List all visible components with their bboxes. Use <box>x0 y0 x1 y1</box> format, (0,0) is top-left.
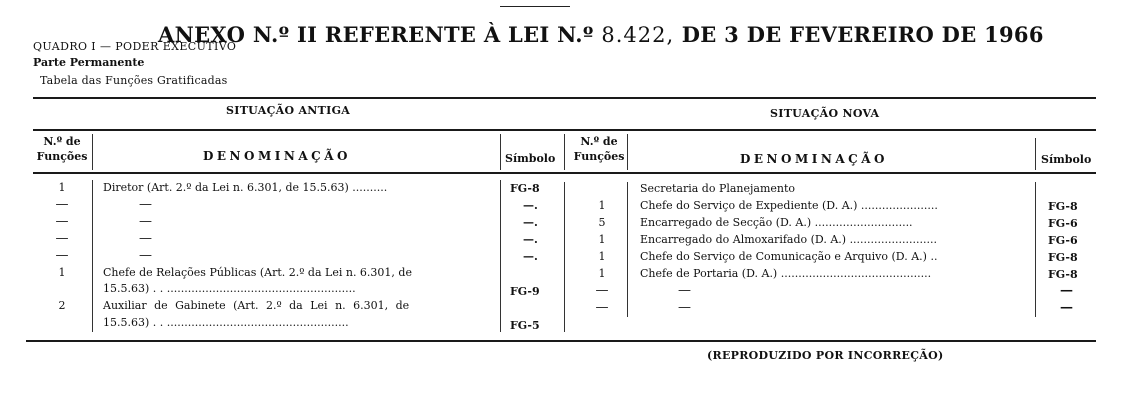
old-row-denom: Auxiliar de Gabinete (Art. 2.º da Lei n. 6.301, de <box>103 299 410 312</box>
new-row-symbol: FG-6 <box>1048 217 1078 230</box>
new-row-num: 5 <box>598 216 606 229</box>
section-rule <box>33 129 1096 131</box>
new-num-header-line2: Funções <box>573 150 625 163</box>
col-sep <box>500 180 501 332</box>
old-symbol-header: Símbolo <box>505 152 556 165</box>
table-top-rule <box>33 97 1096 99</box>
new-row-denom: Encarregado do Almoxarifado (D. A.) ......................... <box>640 233 937 246</box>
old-row-denom: Chefe de Relações Públicas (Art. 2.º da Lei n. 6.301, de <box>103 266 412 279</box>
new-row-num: — <box>595 283 609 298</box>
col-sep <box>92 134 93 170</box>
old-row-num: 1 <box>58 266 66 279</box>
new-row-symbol: FG-8 <box>1048 268 1078 281</box>
old-row-symbol: —. <box>523 216 538 229</box>
col-sep <box>500 134 501 170</box>
quadro-label: QUADRO I — PODER EXECUTIVO <box>33 40 237 53</box>
parte-label: Parte Permanente <box>33 56 145 69</box>
col-sep <box>1035 138 1036 170</box>
col-sep <box>564 182 565 332</box>
document-title <box>158 22 1044 47</box>
new-symbol-header: Símbolo <box>1041 153 1092 166</box>
title-main: ANEXO N.º II REFERENTE À LEI N.º <box>158 22 594 47</box>
tabela-label: Tabela das Funções Gratificadas <box>40 74 228 87</box>
old-row-symbol: FG-5 <box>510 319 540 332</box>
old-row-num: — <box>55 197 69 212</box>
header-rule <box>33 172 1096 174</box>
old-row-num: — <box>55 214 69 229</box>
new-row-symbol: FG-6 <box>1048 234 1078 247</box>
old-row-denom: — <box>139 214 152 229</box>
old-row-num: — <box>55 231 69 246</box>
old-row-symbol: —. <box>523 233 538 246</box>
section-old-title: SITUAÇÃO ANTIGA <box>226 104 351 117</box>
table-bottom-rule <box>26 340 1096 342</box>
old-num-header-line2: Funções <box>36 150 88 163</box>
col-sep <box>627 134 628 170</box>
old-row-symbol: —. <box>523 199 538 212</box>
old-row-num: 1 <box>58 181 66 194</box>
old-num-header <box>33 134 91 164</box>
new-row-num: — <box>595 300 609 315</box>
section-new-title: SITUAÇÃO NOVA <box>770 107 880 120</box>
old-row-symbol: FG-9 <box>510 285 540 298</box>
footer-note: (REPRODUZIDO POR INCORREÇÃO) <box>707 349 944 362</box>
old-row-denom-cont: 15.5.63) . . ...................................................... <box>103 282 356 295</box>
new-row-num: 1 <box>598 267 606 280</box>
new-row-num: 1 <box>598 233 606 246</box>
old-denom-header: DENOMINAÇÃO <box>203 149 351 163</box>
new-row-denom: — <box>678 283 691 298</box>
new-row-symbol: — <box>1060 300 1073 315</box>
old-row-symbol: —. <box>523 250 538 263</box>
new-row-symbol: FG-8 <box>1048 251 1078 264</box>
old-row-denom: — <box>139 197 152 212</box>
new-row-denom: — <box>678 300 691 315</box>
new-row-denom: Secretaria do Planejamento <box>640 182 796 195</box>
old-row-denom-cont: 15.5.63) . . .................................................... <box>103 316 349 329</box>
new-row-num: 1 <box>598 250 606 263</box>
top-rule <box>500 6 570 7</box>
col-sep <box>1035 182 1036 317</box>
new-row-symbol: — <box>1060 283 1073 298</box>
old-num-header-line1: N.º de <box>43 135 81 148</box>
col-sep <box>564 134 565 170</box>
new-row-denom: Encarregado de Secção (D. A.) ............................ <box>640 216 913 229</box>
new-row-num: 1 <box>598 199 606 212</box>
new-row-denom: Chefe de Portaria (D. A.) ........................................... <box>640 267 932 280</box>
new-num-header <box>571 134 627 164</box>
title-law-number: 8.422, <box>601 23 675 47</box>
old-row-num: — <box>55 248 69 263</box>
old-row-denom: — <box>139 248 152 263</box>
new-row-denom: Chefe do Serviço de Expediente (D. A.) ...................... <box>640 199 938 212</box>
old-row-denom: — <box>139 231 152 246</box>
new-denom-header: DENOMINAÇÃO <box>740 152 888 166</box>
new-row-denom: Chefe do Serviço de Comunicação e Arquivo (D. A.) .. <box>640 250 938 263</box>
new-row-symbol: FG-8 <box>1048 200 1078 213</box>
title-date: DE 3 DE FEVEREIRO DE 1966 <box>681 22 1044 47</box>
old-row-num: 2 <box>58 299 66 312</box>
col-sep <box>92 180 93 332</box>
new-num-header-line1: N.º de <box>580 135 618 148</box>
old-row-symbol: FG-8 <box>510 182 540 195</box>
old-row-denom: Diretor (Art. 2.º da Lei n. 6.301, de 15.5.63) .......... <box>103 181 388 194</box>
